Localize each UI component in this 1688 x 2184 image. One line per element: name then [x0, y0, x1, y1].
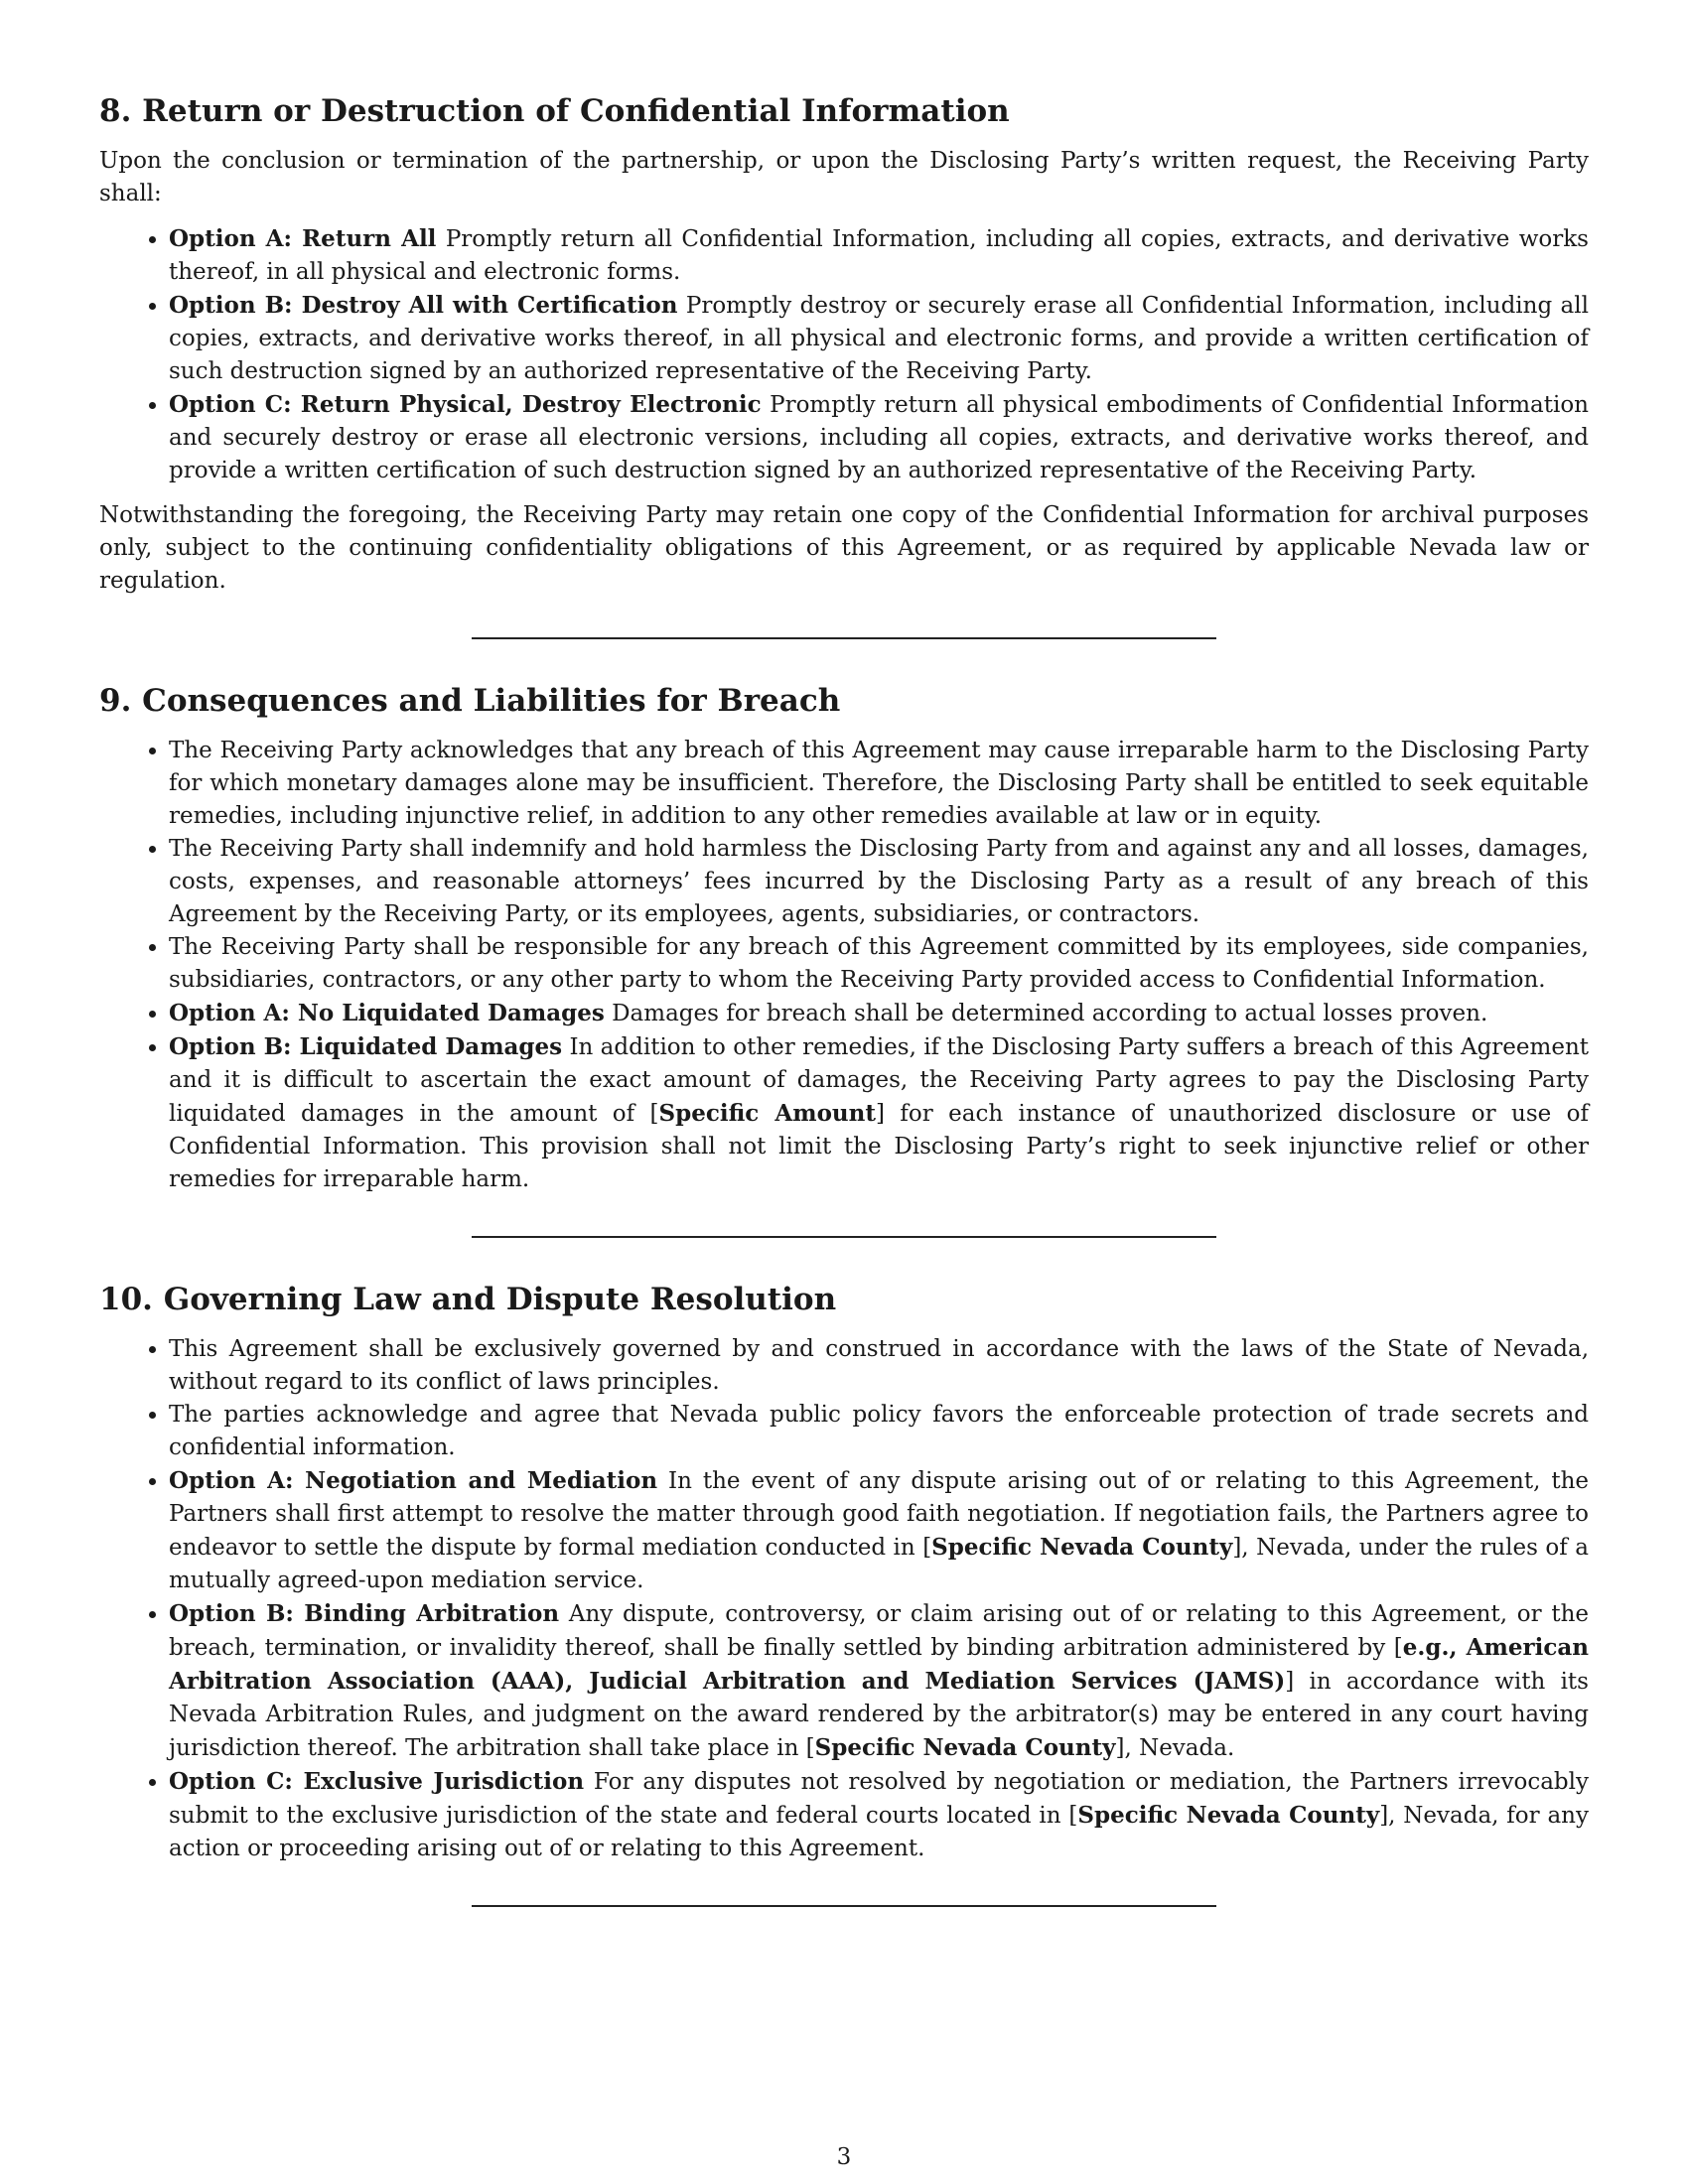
list-item: • The Receiving Party shall be responsible for any breach of this Agreement committed by its employees, side companies, subsidiaries, contractors, or any other party to whom the Receiving Party provided access to Confidential Information. [169, 931, 1589, 997]
option-label: Option A: No Liquidated Damages [169, 1000, 605, 1026]
section-10 [99, 1280, 1589, 1865]
list-item: • The Receiving Party shall indemnify and hold harmless the Disclosing Party from and against any and all losses, damages, costs, expenses, and reasonable attorneys’ fees incurred by the Disclosing Party as a result of any breach of this Agreement by the Receiving Party, or its employees, agents, subsidiaries, or contractors. [169, 833, 1589, 931]
list-item: • The Receiving Party acknowledges that any breach of this Agreement may cause irreparable harm to the Disclosing Party for which monetary damages alone may be insufficient. Therefore, the Disclosing Party shall be entitled to seek equitable remedies, including injunctive relief, in addition to any other remedies available at law or in equity. [169, 735, 1589, 833]
section-divider [472, 1905, 1216, 1907]
section-heading: 10. Governing Law and Dispute Resolution [99, 1282, 837, 1317]
list-item: • Option C: Return Physical, Destroy Electronic Promptly return all physical embodiments of Confidential Information and securely destroy or erase all electronic versions, including all copies, extracts, and derivative works thereof, and provide a written certification of such destruction signed by an authorized representative of the Receiving Party. [169, 388, 1589, 487]
section-9 [99, 681, 1589, 1196]
section-intro: Upon the conclusion or termination of the partnership, or upon the Disclosing Party’s written request, the Receiving Party shall: [99, 148, 1589, 206]
section-8 [99, 91, 1589, 598]
list-item: • Option B: Liquidated Damages In addition to other remedies, if the Disclosing Party suffers a breach of this Agreement and it is difficult to ascertain the exact amount of damages, the Receiving Party agrees to pay the Disclosing Party liquidated damages in the amount of [Specific Amount] for each instance of unauthorized disclosure or use of Confidential Information. This provision shall not limit the Disclosing Party’s right to seek injunctive relief or other remedies for irreparable harm. [169, 1030, 1589, 1196]
list-item: • This Agreement shall be exclusively governed by and construed in accordance with the laws of the State of Nevada, without regard to its conflict of laws principles. [169, 1333, 1589, 1399]
section-heading: 8. Return or Destruction of Confidential Information [99, 93, 1010, 129]
list-item: • Option A: Negotiation and Mediation In the event of any dispute arising out of or relating to this Agreement, the Partners shall first attempt to resolve the matter through good faith negotiation. If negotiation fails, the Partners agree to endeavor to settle the dispute by formal mediation conducted in [Specific Nevada County], Nevada, under the rules of a mutually agreed-upon mediation service. [169, 1464, 1589, 1597]
placeholder-field: e.g., American Arbitration Association (AAA), Judicial Arbitration and Mediation Services (JAMS) [169, 1634, 1589, 1695]
document-page [99, 91, 1589, 1949]
section-divider [472, 637, 1216, 639]
clauses-list [99, 1333, 1589, 1865]
options-list [99, 222, 1589, 487]
placeholder-field: Specific Nevada County [814, 1734, 1116, 1761]
option-label: Option A: Negotiation and Mediation [169, 1467, 658, 1494]
list-item: • Option B: Binding Arbitration Any dispute, controversy, or claim arising out of or relating to this Agreement, or the breach, termination, or invalidity thereof, shall be finally settled by binding arbitration administered by [e.g., American Arbitration Association (AAA), Judicial Arbitration and Mediation Services (JAMS)] in accordance with its Nevada Arbitration Rules, and judgment on the award rendered by the arbitrator(s) may be entered in any court having jurisdiction thereof. The arbitration shall take place in [Specific Nevada County], Nevada. [169, 1597, 1589, 1765]
option-label: Option C: Return Physical, Destroy Electronic [169, 391, 762, 418]
placeholder-field: Specific Nevada County [931, 1534, 1233, 1561]
clauses-list [99, 735, 1589, 1196]
list-item: • Option C: Exclusive Jurisdiction For any disputes not resolved by negotiation or mediation, the Partners irrevocably submit to the exclusive jurisdiction of the state and federal courts located in [Specific Nevada County], Nevada, for any action or proceeding arising out of or relating to this Agreement. [169, 1765, 1589, 1865]
list-item: • The parties acknowledge and agree that Nevada public policy favors the enforceable protection of trade secrets and confidential information. [169, 1399, 1589, 1464]
option-label: Option B: Liquidated Damages [169, 1033, 563, 1060]
page-number: 3 [836, 2144, 852, 2170]
option-label: Option B: Destroy All with Certification [169, 292, 678, 319]
section-closing: Notwithstanding the foregoing, the Receiving Party may retain one copy of the Confidential Information for archival purposes only, subject to the continuing confidentiality obligations of this Agreement, or as required by applicable Nevada law or regulation. [99, 502, 1589, 594]
list-item: • Option B: Destroy All with Certification Promptly destroy or securely erase all Confidential Information, including all copies, extracts, and derivative works thereof, in all physical and electronic forms, and provide a written certification of such destruction signed by an authorized representative of the Receiving Party. [169, 289, 1589, 388]
placeholder-field: Specific Amount [658, 1100, 876, 1127]
placeholder-field: Specific Nevada County [1077, 1802, 1380, 1829]
option-label: Option C: Exclusive Jurisdiction [169, 1768, 585, 1795]
section-divider [472, 1236, 1216, 1238]
list-item: • Option A: No Liquidated Damages Damages for breach shall be determined according to actual losses proven. [169, 997, 1589, 1030]
option-label: Option A: Return All [169, 225, 437, 252]
option-label: Option B: Binding Arbitration [169, 1600, 560, 1627]
list-item: • Option A: Return All Promptly return all Confidential Information, including all copies, extracts, and derivative works thereof, in all physical and electronic forms. [169, 222, 1589, 289]
section-heading: 9. Consequences and Liabilities for Breach [99, 683, 841, 719]
